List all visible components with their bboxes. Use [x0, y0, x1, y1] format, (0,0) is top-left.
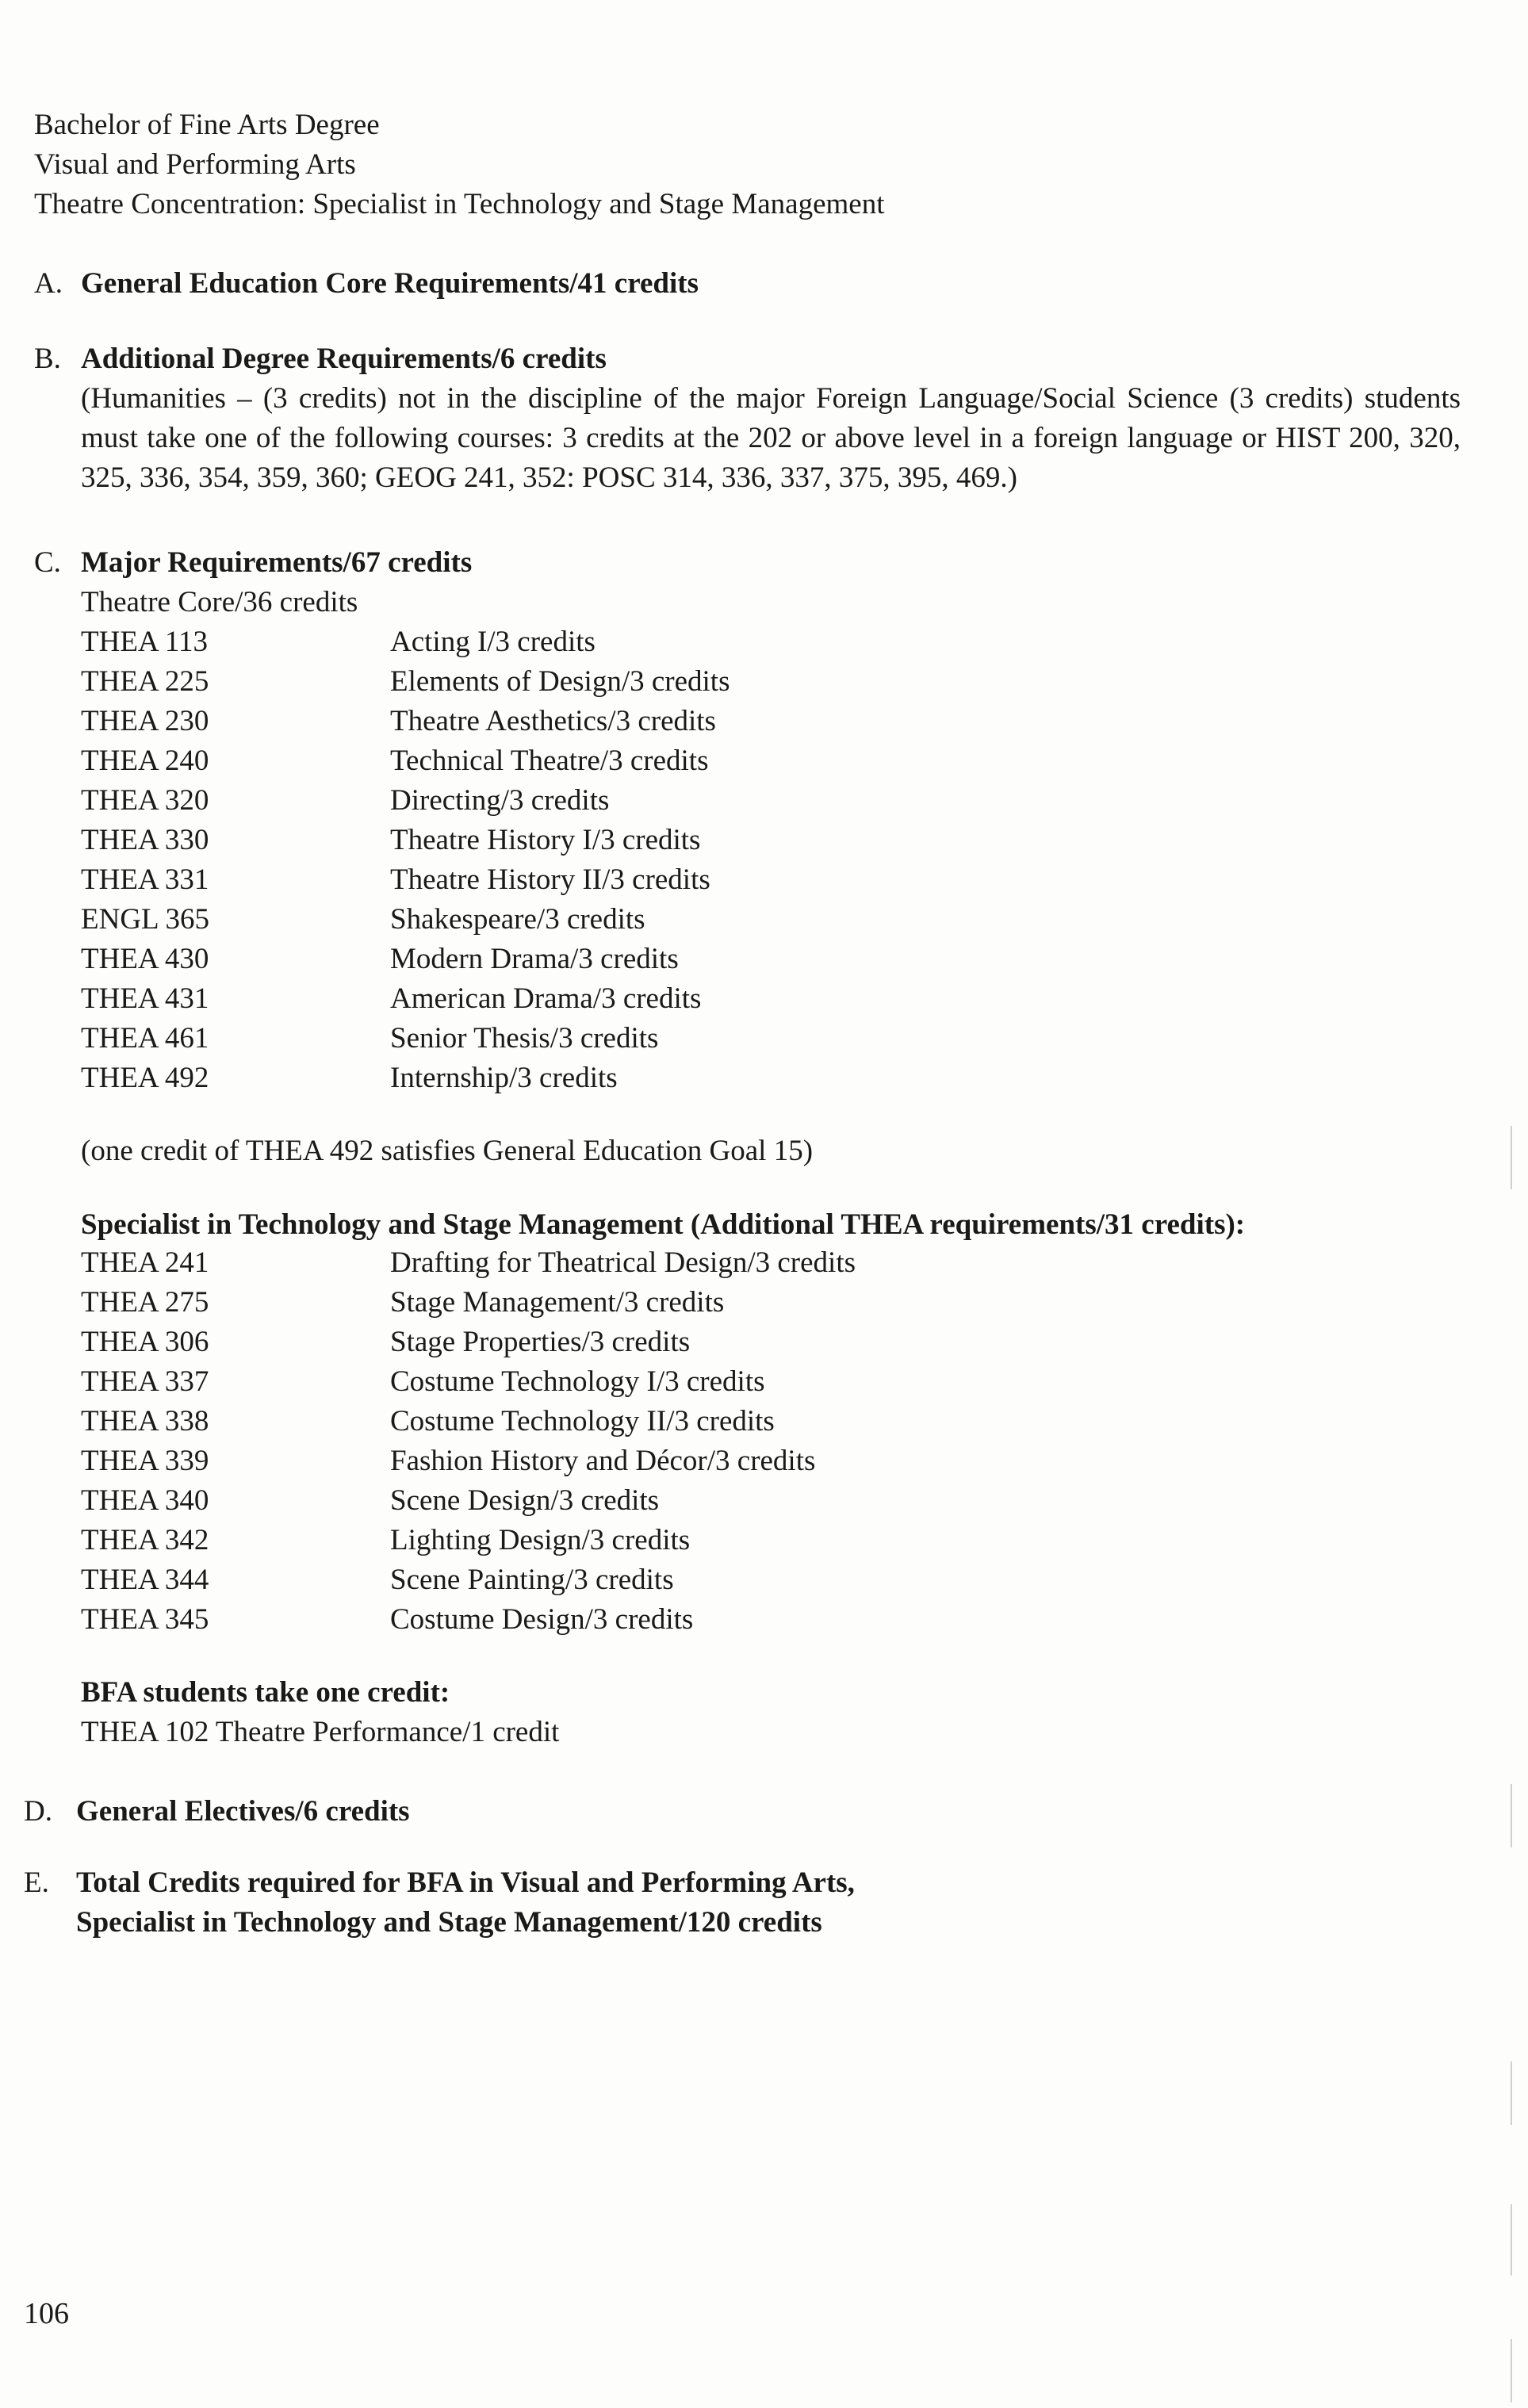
total-credits-line1: Total Credits required for BFA in Visual and Performing Arts,: [76, 1866, 855, 1899]
specialist-course-row: [81, 1362, 1032, 1402]
course-title: Scene Painting/3 credits: [390, 1564, 674, 1596]
section-d-title: General Electives/6 credits: [76, 1795, 410, 1828]
course-code: THEA 430: [81, 943, 209, 975]
scan-edge-mark: [1511, 2062, 1512, 2125]
internship-note: (one credit of THEA 492 satisfies General Education Goal 15): [81, 1135, 814, 1167]
course-title: Theatre History I/3 credits: [390, 824, 701, 856]
core-course-row: [81, 940, 1032, 979]
section-b-title: Additional Degree Requirements/6 credits: [81, 343, 607, 375]
course-title: Senior Thesis/3 credits: [390, 1022, 659, 1055]
course-code: THEA 337: [81, 1365, 209, 1398]
course-code: THEA 331: [81, 863, 209, 896]
specialist-course-row: [81, 1441, 1032, 1481]
course-code: THEA 320: [81, 784, 209, 817]
course-title: Scene Design/3 credits: [390, 1484, 660, 1517]
course-title: Drafting for Theatrical Design/3 credits: [390, 1246, 856, 1279]
core-course-row: [81, 1019, 1032, 1059]
course-title: Internship/3 credits: [390, 1062, 618, 1094]
course-code: THEA 330: [81, 824, 209, 856]
bfa-course: THEA 102 Theatre Performance/1 credit: [81, 1716, 560, 1748]
core-course-row: [81, 662, 1032, 702]
section-e-letter: E.: [24, 1866, 49, 1899]
course-title: Theatre History II/3 credits: [390, 863, 710, 896]
course-title: Costume Technology II/3 credits: [390, 1405, 775, 1438]
scan-edge-mark: [1511, 1784, 1512, 1847]
scan-edge-mark: [1511, 1126, 1512, 1189]
course-code: THEA 338: [81, 1405, 209, 1438]
core-course-row: [81, 979, 1032, 1019]
specialist-course-row: [81, 1243, 1032, 1283]
course-title: Lighting Design/3 credits: [390, 1524, 691, 1556]
course-title: Costume Design/3 credits: [390, 1603, 694, 1636]
core-course-row: [81, 781, 1032, 821]
core-course-row: [81, 900, 1032, 940]
course-code: THEA 340: [81, 1484, 209, 1517]
course-code: THEA 240: [81, 745, 209, 777]
department-title: Visual and Performing Arts: [34, 148, 356, 181]
core-course-row: [81, 821, 1032, 860]
course-title: Directing/3 credits: [390, 784, 610, 817]
course-title: Costume Technology I/3 credits: [390, 1365, 765, 1398]
course-title: Elements of Design/3 credits: [390, 665, 730, 698]
course-code: THEA 275: [81, 1286, 209, 1319]
course-title: Theatre Aesthetics/3 credits: [390, 705, 716, 737]
section-d-letter: D.: [24, 1795, 52, 1828]
scan-edge-mark: [1511, 2204, 1512, 2276]
core-course-row: [81, 622, 1032, 662]
course-code: THEA 230: [81, 705, 209, 737]
section-a-title: General Education Core Requirements/41 credits: [81, 267, 699, 300]
course-code: THEA 345: [81, 1603, 209, 1636]
course-title: Stage Properties/3 credits: [390, 1326, 691, 1358]
specialist-course-row: [81, 1283, 1032, 1323]
page-number: 106: [24, 2297, 69, 2330]
course-code: THEA 306: [81, 1326, 209, 1358]
course-code: THEA 113: [81, 626, 208, 658]
section-a-letter: A.: [34, 267, 63, 300]
course-code: ENGL 365: [81, 903, 210, 936]
specialist-course-row: [81, 1560, 1032, 1600]
section-c-title: Major Requirements/67 credits: [81, 546, 473, 579]
course-code: THEA 344: [81, 1564, 209, 1596]
specialist-course-row: [81, 1323, 1032, 1362]
course-code: THEA 339: [81, 1445, 209, 1477]
course-code: THEA 225: [81, 665, 209, 698]
core-course-row: [81, 860, 1032, 900]
core-course-row: [81, 741, 1032, 781]
degree-title: Bachelor of Fine Arts Degree: [34, 109, 380, 141]
specialist-course-row: [81, 1521, 1032, 1560]
course-title: Technical Theatre/3 credits: [390, 745, 709, 777]
course-title: Stage Management/3 credits: [390, 1286, 725, 1319]
specialist-course-row: [81, 1600, 1032, 1640]
course-title: Acting I/3 credits: [390, 626, 595, 658]
section-b-description: (Humanities – (3 credits) not in the discipline of the major Foreign Language/Social Science (3 credits) students must take one of the following courses: 3 credits at the 202 or above level in a foreign language or HIST 200, 320, 325, 336, 354, 359, 360; GEOG 241, 352: POSC 314, 336, 337, 375, 395, 469.): [81, 382, 1461, 494]
course-title: Fashion History and Décor/3 credits: [390, 1445, 816, 1477]
course-title: American Drama/3 credits: [390, 982, 702, 1015]
core-course-row: [81, 1059, 1032, 1098]
section-b-letter: B.: [34, 343, 61, 375]
course-code: THEA 241: [81, 1246, 209, 1279]
specialist-course-row: [81, 1402, 1032, 1441]
course-title: Shakespeare/3 credits: [390, 903, 645, 936]
total-credits-line2: Specialist in Technology and Stage Management/120 credits: [76, 1906, 822, 1939]
theatre-core-label: Theatre Core/36 credits: [81, 586, 358, 618]
concentration-title: Theatre Concentration: Specialist in Technology and Stage Management: [34, 188, 885, 220]
course-code: THEA 431: [81, 982, 209, 1015]
course-code: THEA 461: [81, 1022, 209, 1055]
bfa-heading: BFA students take one credit:: [81, 1676, 450, 1709]
specialist-course-row: [81, 1481, 1032, 1521]
course-code: THEA 492: [81, 1062, 209, 1094]
course-code: THEA 342: [81, 1524, 209, 1556]
core-course-row: [81, 702, 1032, 741]
section-c-letter: C.: [34, 546, 61, 579]
course-title: Modern Drama/3 credits: [390, 943, 679, 975]
specialist-heading: Specialist in Technology and Stage Management (Additional THEA requirements/31 credits):: [81, 1208, 1246, 1241]
scan-edge-mark: [1511, 2339, 1512, 2402]
